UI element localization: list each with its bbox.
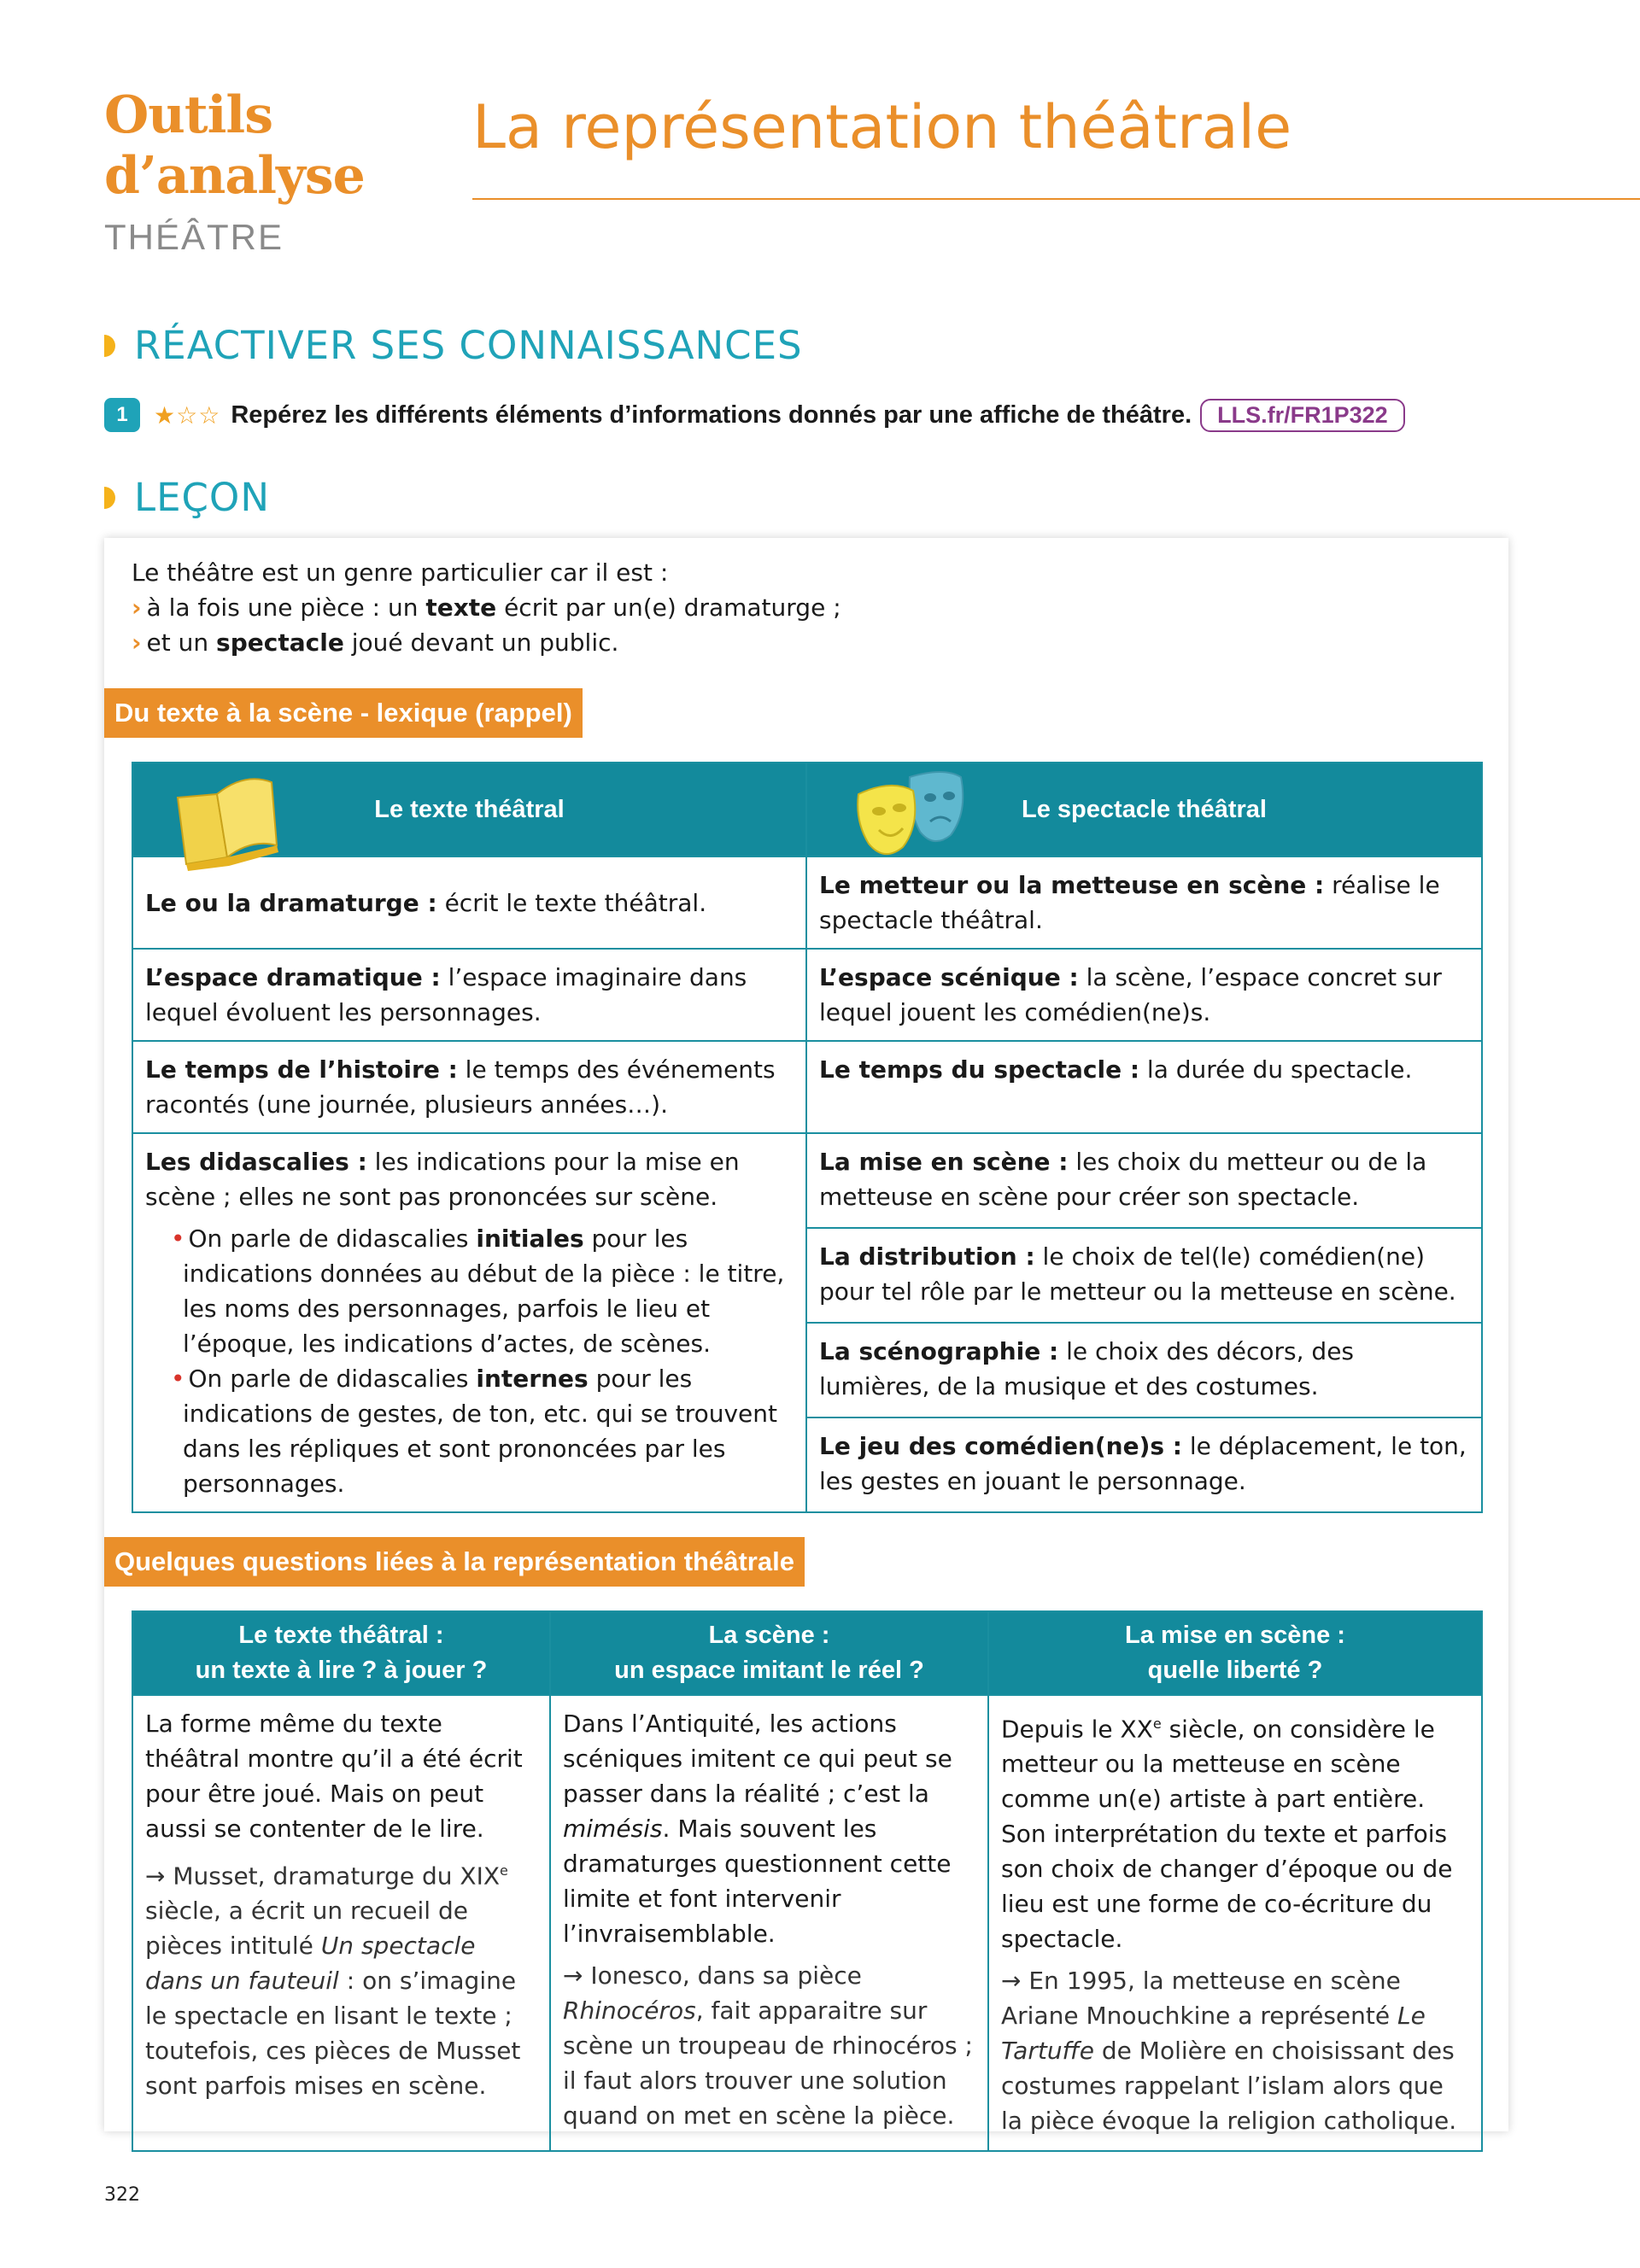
intro-bullet: › et un spectacle joué devant un public.: [132, 628, 619, 657]
table-cell: Dans l’Antiquité, les actions scéniques imitent ce qui peut se passer dans la réalité ; c’est la mimésis. Mais souvent les dramaturges questionnent cette limite et font intervenir l’invraisemblable. → Ionesco, dans sa pièce Rhinocéros, fait apparaitre sur scène un troupeau de rhinocéros ; il faut alors trouver une solution quand on met en scène la pièce.: [550, 1695, 988, 2151]
section-title: RÉACTIVER SES CONNAISSANCES: [134, 323, 803, 368]
header-mise-en-scene: La mise en scène : quelle liberté ?: [988, 1611, 1482, 1695]
section-reactiver: [104, 323, 803, 368]
table-cell: Le temps de l’histoire : le temps des événements racontés (une journée, plusieurs années…).: [132, 1041, 806, 1133]
table-cell: Le temps du spectacle : la durée du spectacle.: [806, 1041, 1482, 1133]
banner-lexique: Du texte à la scène - lexique (rappel): [104, 688, 583, 738]
questions-table: [132, 1610, 1483, 2152]
list-item: • On parle de didascalies internes pour les indications de gestes, de ton, etc. qui se trouvent dans les répliques et sont prononcées par les personnages.: [171, 1365, 777, 1498]
exercise-number: 1: [104, 398, 140, 432]
header-scene-reel: La scène : un espace imitant le réel ?: [550, 1611, 988, 1695]
banner-questions: Quelques questions liées à la représentation théâtrale: [104, 1537, 805, 1587]
example-text: → Ionesco, dans sa pièce Rhinocéros, fait apparaitre sur scène un troupeau de rhinocéros ; il faut alors trouver une solution quand on met en scène la pièce.: [563, 1961, 973, 2130]
example-text: → Musset, dramaturge du XIXe siècle, a écrit un recueil de pièces intitulé Un spectacle dans un fauteuil : on s’imagine le spectacle en lisant le texte ; toutefois, ces pièces de Musset sont parfois mises en scène.: [145, 1862, 521, 2101]
table-cell: La forme même du texte théâtral montre qu’il a été écrit pour être joué. Mais on peut aussi se contenter de le lire. → Musset, dramaturge du XIXe siècle, a écrit un recueil de pièces intitulé Un spectacle dans un fauteuil : on s’imagine le spectacle en lisant le texte ; toutefois, ces pièces de Musset sont parfois mises en scène.: [132, 1695, 550, 2151]
exercise-link[interactable]: LLS.fr/FR1P322: [1200, 399, 1405, 432]
chevron-icon: ›: [132, 628, 142, 657]
intro-bullet: › à la fois une pièce : un texte écrit par un(e) dramaturge ;: [132, 593, 841, 622]
section-title: LEÇON: [134, 475, 271, 520]
page-number: 322: [104, 2184, 140, 2206]
table-cell: La mise en scène : les choix du metteur ou de la metteuse en scène pour créer son spectacle.: [806, 1133, 1482, 1228]
table-row: [132, 1133, 1482, 1228]
half-circle-icon: [104, 487, 115, 509]
header-spectacle-theatral: Le spectacle théâtral: [806, 763, 1482, 856]
table-row: [132, 856, 1482, 949]
header-texte-theatral: Le texte théâtral: [132, 763, 806, 856]
table-cell: La distribution : le choix de tel(le) comédien(ne) pour tel rôle par le metteur ou la metteuse en scène.: [806, 1228, 1482, 1323]
table-row: [132, 1695, 1482, 2151]
table-row: [132, 949, 1482, 1041]
example-text: → En 1995, la metteuse en scène Ariane Mnouchkine a représenté Le Tartuffe de Molière en choisissant des costumes rappelant l’islam alors que la pièce évoque la religion catholique.: [1001, 1967, 1457, 2136]
page-title: La représentation théâtrale: [472, 92, 1292, 162]
table-cell: Depuis le XXe siècle, on considère le metteur ou la metteuse en scène comme un(e) artiste à part entière. Son interprétation du texte et parfois son choix de changer d’époque ou de lieu est une forme de co-écriture du spectacle. → En 1995, la metteuse en scène Ariane Mnouchkine a représenté Le Tartuffe de Molière en choisissant des costumes rappelant l’islam alors que la pièce évoque la religion catholique.: [988, 1695, 1482, 2151]
brand-block: [104, 85, 446, 258]
list-item: • On parle de didascalies initiales pour les indications données au début de la pièce : le titre, les noms des personnages, parfois le lieu et l’époque, les indications d’actes, de scènes.: [171, 1225, 785, 1358]
brand-title: Outils d’analyse: [104, 85, 365, 206]
exercise-text: Repérez les différents éléments d’informations donnés par une affiche de théâtre.: [231, 400, 1192, 429]
lesson-intro: Le théâtre est un genre particulier car il est : › à la fois une pièce : un texte écrit par un(e) dramaturge ; › et un spectacle joué devant un public.: [132, 555, 841, 660]
table-row: [132, 1041, 1482, 1133]
brand-subtitle: THÉÂTRE: [104, 217, 284, 257]
section-lecon: [104, 475, 270, 520]
title-divider: [472, 198, 1640, 200]
table-cell: La scénographie : le choix des décors, des lumières, de la musique et des costumes.: [806, 1323, 1482, 1418]
didascalies-cell: Les didascalies : les indications pour la mise en scène ; elles ne sont pas prononcées sur scène. • On parle de didascalies initiales pour les indications données au début de la pièce : le titre, les noms des personnages, parfois le lieu et l’époque, les indications d’actes, de scènes. • On parle de didascalies internes pour les indications de gestes, de ton, etc. qui se trouvent dans les répliques et sont prononcées par les personnages.: [132, 1133, 806, 1512]
book-icon: [167, 763, 287, 874]
chevron-icon: ›: [132, 593, 142, 622]
table-cell: Le ou la dramaturge : écrit le texte théâtral.: [132, 856, 806, 949]
header-texte-a-lire: Le texte théâtral : un texte à lire ? à jouer ?: [132, 1611, 550, 1695]
lexique-table: [132, 762, 1483, 1513]
table-cell: Le metteur ou la metteuse en scène : réalise le spectacle théâtral.: [806, 856, 1482, 949]
half-circle-icon: [104, 335, 115, 357]
difficulty-stars-icon: ★☆☆: [154, 400, 221, 430]
theater-masks-icon: [841, 762, 995, 864]
table-cell: L’espace scénique : la scène, l’espace concret sur lequel jouent les comédien(ne)s.: [806, 949, 1482, 1041]
exercise-1: [104, 398, 1405, 432]
table-cell: Le jeu des comédien(ne)s : le déplacement, le ton, les gestes en jouant le personnage.: [806, 1418, 1482, 1512]
table-cell: L’espace dramatique : l’espace imaginaire dans lequel évoluent les personnages.: [132, 949, 806, 1041]
